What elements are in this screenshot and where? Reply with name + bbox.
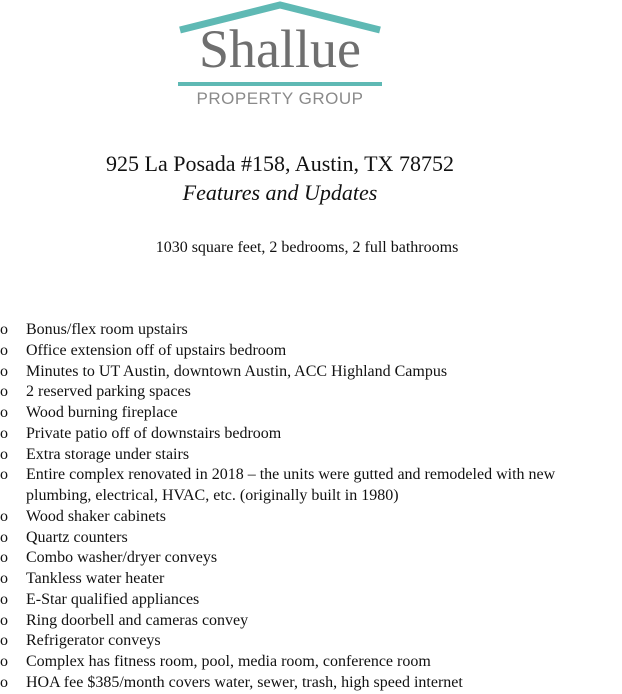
feature-text: E-Star qualified appliances [26, 590, 200, 608]
property-summary: 1030 square feet, 2 bedrooms, 2 full bathrooms [155, 239, 459, 256]
bullet-circle-icon: o [0, 321, 8, 338]
feature-item [0, 528, 622, 549]
feature-text: Office extension off of upstairs bedroom [26, 341, 287, 359]
feature-item [0, 424, 622, 445]
logo-underline [178, 82, 382, 86]
feature-text: Quartz counters [26, 528, 128, 546]
bullet-circle-icon: o [0, 673, 8, 691]
feature-text: Refrigerator conveys [26, 632, 161, 650]
feature-text: Complex has fitness room, pool, media room, conference room [26, 653, 431, 670]
bullet-circle-icon: o [0, 549, 8, 567]
company-logo [170, 0, 390, 115]
logo-subtitle: PROPERTY GROUP [196, 89, 364, 108]
feature-item [0, 382, 622, 403]
feature-text: Private patio off of downstairs bedroom [26, 424, 282, 442]
feature-text: Minutes to UT Austin, downtown Austin, ACC Highland Campus [26, 362, 448, 380]
feature-item [0, 673, 622, 694]
feature-text: Bonus/flex room upstairs [26, 321, 188, 338]
feature-item [0, 569, 622, 590]
bullet-circle-icon: o [0, 424, 8, 442]
feature-item [0, 652, 622, 673]
feature-text: Ring doorbell and cameras convey [26, 611, 249, 629]
bullet-circle-icon: o [0, 383, 8, 401]
feature-item [0, 445, 622, 466]
feature-item [0, 507, 622, 528]
property-address: 925 La Posada #158, Austin, TX 78752 [106, 151, 454, 176]
bullet-circle-icon: o [0, 341, 8, 359]
bullet-circle-icon: o [0, 404, 8, 421]
bullet-circle-icon: o [0, 653, 8, 670]
feature-list [0, 320, 622, 694]
feature-text: Wood shaker cabinets [26, 507, 166, 525]
feature-item [0, 320, 622, 341]
feature-item [0, 403, 622, 424]
feature-text: Wood burning fireplace [26, 404, 178, 421]
feature-text: Tankless water heater [26, 570, 165, 587]
bullet-circle-icon: o [0, 466, 8, 484]
feature-text: 2 reserved parking spaces [26, 383, 191, 401]
feature-item [0, 341, 622, 362]
feature-item [0, 362, 622, 383]
feature-item [0, 548, 622, 569]
bullet-circle-icon: o [0, 611, 8, 629]
bullet-circle-icon: o [0, 507, 8, 525]
feature-item [0, 611, 622, 632]
feature-item [0, 631, 622, 652]
feature-text: HOA fee $385/month covers water, sewer, trash, high speed internet [26, 673, 463, 691]
bullet-circle-icon: o [0, 445, 8, 463]
feature-item [0, 465, 622, 507]
bullet-circle-icon: o [0, 632, 8, 650]
bullet-circle-icon: o [0, 528, 8, 546]
bullet-circle-icon: o [0, 570, 8, 587]
bullet-circle-icon: o [0, 362, 8, 380]
bullet-circle-icon: o [0, 590, 8, 608]
feature-item [0, 590, 622, 611]
feature-text: Extra storage under stairs [26, 445, 190, 463]
feature-text: Combo washer/dryer conveys [26, 549, 218, 567]
feature-text: Entire complex renovated in 2018 – the units were gutted and remodeled with new plumbing, electrical, HVAC, etc. (originally built in 1980) [26, 466, 556, 504]
document-subtitle: Features and Updates [182, 180, 378, 205]
logo-wordmark: Shallue [199, 19, 361, 79]
